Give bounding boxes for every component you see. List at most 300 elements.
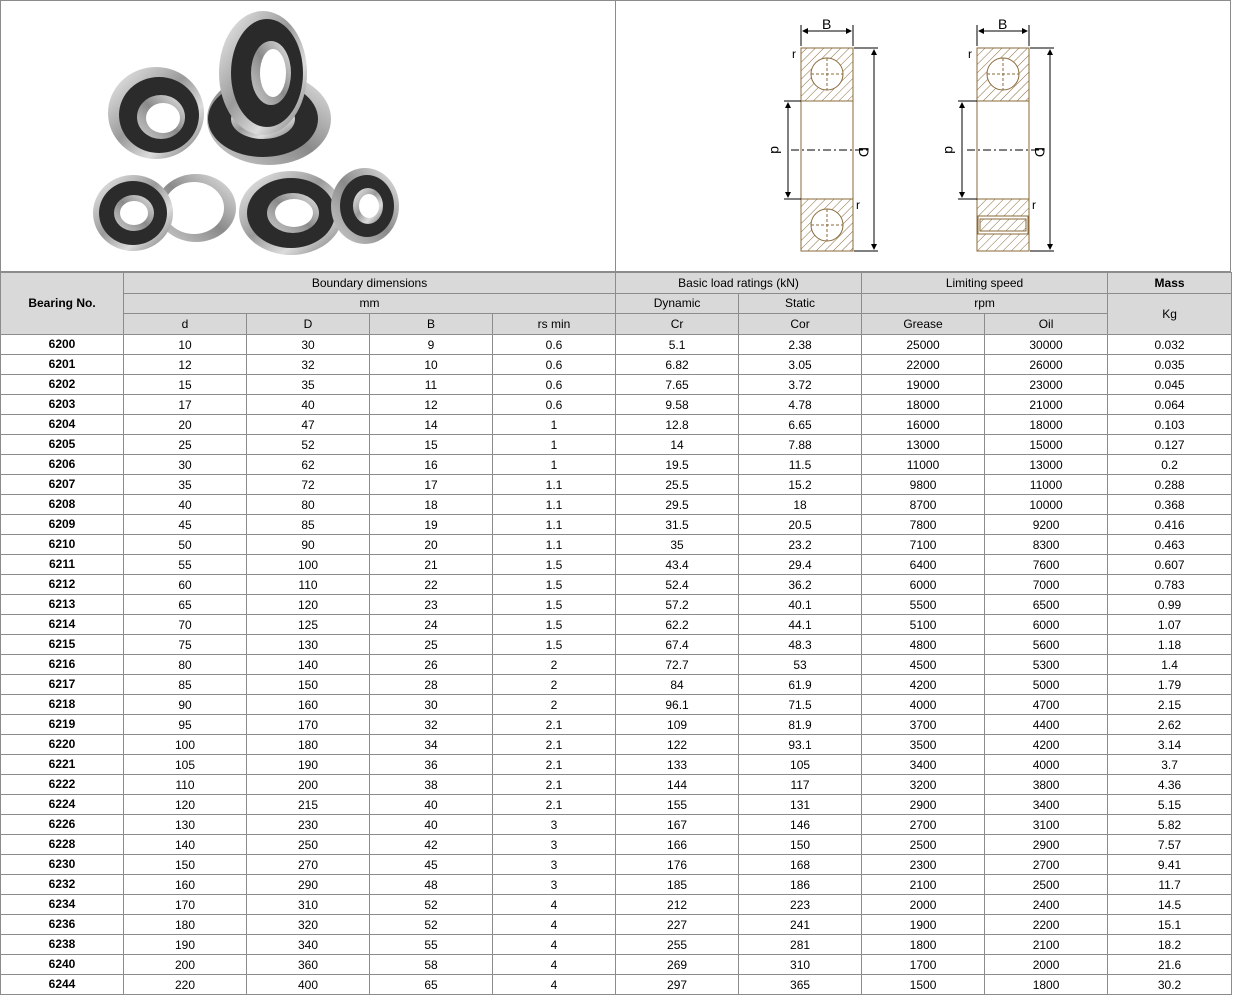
bearing-number-cell: 6238 (1, 934, 124, 954)
table-cell: 1.5 (493, 594, 616, 614)
bearing-number-cell: 6218 (1, 694, 124, 714)
table-cell: 15000 (985, 434, 1108, 454)
bearing-number-cell: 6213 (1, 594, 124, 614)
table-cell: 4 (493, 914, 616, 934)
table-cell: 18 (739, 494, 862, 514)
header-col-cor: Cor (739, 314, 862, 335)
table-cell: 18000 (985, 414, 1108, 434)
label-d-left: d (768, 146, 784, 154)
header-boundary-unit: mm (124, 293, 616, 314)
bearing-number-cell: 6212 (1, 574, 124, 594)
bearing-number-cell: 6219 (1, 714, 124, 734)
table-cell: 7000 (985, 574, 1108, 594)
table-row (1, 374, 1232, 394)
table-cell: 340 (247, 934, 370, 954)
table-cell: 0.035 (1108, 354, 1232, 374)
table-cell: 109 (616, 714, 739, 734)
table-row (1, 634, 1232, 654)
table-cell: 17 (124, 394, 247, 414)
table-cell: 6.82 (616, 354, 739, 374)
table-cell: 15.1 (1108, 914, 1232, 934)
table-cell: 5500 (862, 594, 985, 614)
table-cell: 2.15 (1108, 694, 1232, 714)
table-cell: 15 (370, 434, 493, 454)
table-cell: 4200 (985, 734, 1108, 754)
table-cell: 1800 (985, 974, 1108, 994)
table-cell: 0.6 (493, 334, 616, 354)
table-cell: 3800 (985, 774, 1108, 794)
table-cell: 53 (739, 654, 862, 674)
table-cell: 4 (493, 934, 616, 954)
table-cell: 85 (247, 514, 370, 534)
table-cell: 6400 (862, 554, 985, 574)
table-cell: 47 (247, 414, 370, 434)
table-cell: 9800 (862, 474, 985, 494)
label-B-left: B (822, 16, 832, 32)
table-cell: 0.99 (1108, 594, 1232, 614)
table-cell: 19000 (862, 374, 985, 394)
bearing-number-cell: 6240 (1, 954, 124, 974)
table-cell: 6000 (862, 574, 985, 594)
table-cell: 45 (124, 514, 247, 534)
table-cell: 11 (370, 374, 493, 394)
table-row (1, 734, 1232, 754)
bearing-number-cell: 6234 (1, 894, 124, 914)
table-row (1, 954, 1232, 974)
bearing-cross-section-drawing (616, 1, 1231, 271)
table-cell: 32 (247, 354, 370, 374)
table-cell: 166 (616, 834, 739, 854)
table-cell: 4 (493, 954, 616, 974)
table-cell: 5000 (985, 674, 1108, 694)
table-cell: 20.5 (739, 514, 862, 534)
table-cell: 130 (247, 634, 370, 654)
table-cell: 130 (124, 814, 247, 834)
table-cell: 3700 (862, 714, 985, 734)
table-cell: 4200 (862, 674, 985, 694)
header-bearing-no: Bearing No. (1, 273, 124, 335)
table-cell: 60 (124, 574, 247, 594)
table-cell: 81.9 (739, 714, 862, 734)
bearing-number-cell: 6224 (1, 794, 124, 814)
table-cell: 5600 (985, 634, 1108, 654)
header-speed-unit: rpm (862, 293, 1108, 314)
table-cell: 80 (247, 494, 370, 514)
table-cell: 186 (739, 874, 862, 894)
table-cell: 6500 (985, 594, 1108, 614)
table-cell: 95 (124, 714, 247, 734)
table-cell: 2700 (862, 814, 985, 834)
table-cell: 62 (247, 454, 370, 474)
table-cell: 22000 (862, 354, 985, 374)
table-cell: 365 (739, 974, 862, 994)
table-cell: 1 (493, 454, 616, 474)
table-cell: 90 (247, 534, 370, 554)
label-r-left-bottom: r (856, 198, 860, 212)
table-cell: 7.57 (1108, 834, 1232, 854)
label-r-right-top: r (968, 47, 972, 61)
table-cell: 125 (247, 614, 370, 634)
table-cell: 31.5 (616, 514, 739, 534)
table-cell: 105 (124, 754, 247, 774)
table-cell: 9.41 (1108, 854, 1232, 874)
table-cell: 310 (739, 954, 862, 974)
table-cell: 25 (124, 434, 247, 454)
table-cell: 10 (370, 354, 493, 374)
table-cell: 70 (124, 614, 247, 634)
table-row (1, 914, 1232, 934)
table-cell: 120 (124, 794, 247, 814)
table-cell: 14 (370, 414, 493, 434)
table-cell: 67.4 (616, 634, 739, 654)
table-cell: 45 (370, 854, 493, 874)
table-cell: 6000 (985, 614, 1108, 634)
table-cell: 30 (247, 334, 370, 354)
header-panel (0, 0, 1231, 272)
table-cell: 20 (370, 534, 493, 554)
bearing-number-cell: 6202 (1, 374, 124, 394)
table-row (1, 394, 1232, 414)
table-cell: 80 (124, 654, 247, 674)
bearing-number-cell: 6236 (1, 914, 124, 934)
table-cell: 90 (124, 694, 247, 714)
table-cell: 22 (370, 574, 493, 594)
table-row (1, 674, 1232, 694)
table-cell: 212 (616, 894, 739, 914)
table-cell: 0.103 (1108, 414, 1232, 434)
table-cell: 0.032 (1108, 334, 1232, 354)
table-cell: 290 (247, 874, 370, 894)
header-mass-unit: Kg (1108, 293, 1232, 334)
table-cell: 150 (124, 854, 247, 874)
header-dynamic: Dynamic (616, 293, 739, 314)
table-cell: 1.5 (493, 614, 616, 634)
table-cell: 1.18 (1108, 634, 1232, 654)
table-cell: 52 (370, 894, 493, 914)
table-cell: 48 (370, 874, 493, 894)
bearing-number-cell: 6244 (1, 974, 124, 994)
table-cell: 3400 (862, 754, 985, 774)
table-cell: 3 (493, 834, 616, 854)
table-cell: 35 (124, 474, 247, 494)
table-cell: 40 (247, 394, 370, 414)
header-static: Static (739, 293, 862, 314)
table-cell: 2.62 (1108, 714, 1232, 734)
table-cell: 52.4 (616, 574, 739, 594)
table-cell: 160 (124, 874, 247, 894)
table-cell: 58 (370, 954, 493, 974)
table-cell: 1 (493, 414, 616, 434)
table-cell: 2900 (862, 794, 985, 814)
bearing-number-cell: 6228 (1, 834, 124, 854)
table-cell: 150 (247, 674, 370, 694)
table-cell: 20 (124, 414, 247, 434)
table-cell: 2.38 (739, 334, 862, 354)
table-cell: 26 (370, 654, 493, 674)
table-cell: 140 (124, 834, 247, 854)
table-row (1, 754, 1232, 774)
bearing-number-cell: 6209 (1, 514, 124, 534)
table-cell: 3200 (862, 774, 985, 794)
table-cell: 146 (739, 814, 862, 834)
table-cell: 28 (370, 674, 493, 694)
table-cell: 40 (370, 794, 493, 814)
table-row (1, 794, 1232, 814)
table-cell: 48.3 (739, 634, 862, 654)
table-cell: 1800 (862, 934, 985, 954)
table-cell: 170 (124, 894, 247, 914)
table-cell: 65 (124, 594, 247, 614)
table-cell: 110 (247, 574, 370, 594)
table-cell: 190 (247, 754, 370, 774)
table-cell: 1.5 (493, 554, 616, 574)
table-row (1, 354, 1232, 374)
table-cell: 4.78 (739, 394, 862, 414)
table-cell: 400 (247, 974, 370, 994)
table-cell: 40.1 (739, 594, 862, 614)
table-cell: 105 (739, 754, 862, 774)
header-mass: Mass (1108, 273, 1232, 294)
table-cell: 2100 (862, 874, 985, 894)
table-cell: 32 (370, 714, 493, 734)
drawing-sealed-type (942, 16, 1054, 251)
table-cell: 2700 (985, 854, 1108, 874)
table-cell: 1700 (862, 954, 985, 974)
table-cell: 200 (124, 954, 247, 974)
bearing-number-cell: 6207 (1, 474, 124, 494)
table-cell: 0.368 (1108, 494, 1232, 514)
table-cell: 30.2 (1108, 974, 1232, 994)
table-cell: 2900 (985, 834, 1108, 854)
bearing-left (108, 67, 204, 159)
header-col-cr: Cr (616, 314, 739, 335)
table-cell: 0.463 (1108, 534, 1232, 554)
table-cell: 18.2 (1108, 934, 1232, 954)
table-cell: 52 (370, 914, 493, 934)
table-cell: 12 (124, 354, 247, 374)
table-cell: 55 (124, 554, 247, 574)
table-cell: 14 (616, 434, 739, 454)
table-cell: 11.7 (1108, 874, 1232, 894)
table-cell: 29.4 (739, 554, 862, 574)
table-cell: 75 (124, 634, 247, 654)
table-cell: 160 (247, 694, 370, 714)
table-cell: 7.65 (616, 374, 739, 394)
table-cell: 2000 (862, 894, 985, 914)
bearing-upright (219, 11, 307, 135)
table-cell: 36 (370, 754, 493, 774)
table-cell: 168 (739, 854, 862, 874)
table-cell: 12.8 (616, 414, 739, 434)
table-cell: 55 (370, 934, 493, 954)
table-cell: 3.05 (739, 354, 862, 374)
table-cell: 30 (370, 694, 493, 714)
table-cell: 84 (616, 674, 739, 694)
table-cell: 0.2 (1108, 454, 1232, 474)
table-cell: 38 (370, 774, 493, 794)
table-cell: 19.5 (616, 454, 739, 474)
table-cell: 360 (247, 954, 370, 974)
header-col-B: B (370, 314, 493, 335)
table-cell: 23000 (985, 374, 1108, 394)
label-D-left: D (856, 147, 872, 158)
table-cell: 1.1 (493, 514, 616, 534)
table-cell: 26000 (985, 354, 1108, 374)
table-cell: 3 (493, 814, 616, 834)
table-cell: 21 (370, 554, 493, 574)
table-cell: 7.88 (739, 434, 862, 454)
header-load-ratings: Basic load ratings (kN) (616, 273, 862, 294)
table-row (1, 854, 1232, 874)
table-row (1, 654, 1232, 674)
table-cell: 50 (124, 534, 247, 554)
table-cell: 93.1 (739, 734, 862, 754)
table-cell: 10 (124, 334, 247, 354)
table-cell: 255 (616, 934, 739, 954)
table-cell: 1.1 (493, 474, 616, 494)
table-cell: 227 (616, 914, 739, 934)
table-cell: 1.1 (493, 534, 616, 554)
table-row (1, 614, 1232, 634)
table-row (1, 694, 1232, 714)
table-cell: 44.1 (739, 614, 862, 634)
bearing-number-cell: 6215 (1, 634, 124, 654)
table-cell: 9200 (985, 514, 1108, 534)
table-cell: 2200 (985, 914, 1108, 934)
table-cell: 320 (247, 914, 370, 934)
table-cell: 2100 (985, 934, 1108, 954)
header-col-oil: Oil (985, 314, 1108, 335)
table-cell: 4 (493, 974, 616, 994)
table-cell: 310 (247, 894, 370, 914)
table-cell: 170 (247, 714, 370, 734)
table-cell: 57.2 (616, 594, 739, 614)
table-cell: 8300 (985, 534, 1108, 554)
table-cell: 65 (370, 974, 493, 994)
table-cell: 43.4 (616, 554, 739, 574)
table-cell: 18000 (862, 394, 985, 414)
table-cell: 5.15 (1108, 794, 1232, 814)
table-cell: 0.045 (1108, 374, 1232, 394)
table-cell: 270 (247, 854, 370, 874)
table-cell: 7100 (862, 534, 985, 554)
table-cell: 1.07 (1108, 614, 1232, 634)
table-cell: 220 (124, 974, 247, 994)
bearing-bottom-right (239, 168, 399, 255)
bearing-number-cell: 6216 (1, 654, 124, 674)
table-cell: 117 (739, 774, 862, 794)
table-cell: 71.5 (739, 694, 862, 714)
table-cell: 13000 (862, 434, 985, 454)
table-cell: 140 (247, 654, 370, 674)
table-cell: 176 (616, 854, 739, 874)
table-cell: 23.2 (739, 534, 862, 554)
table-cell: 3.7 (1108, 754, 1232, 774)
table-cell: 241 (739, 914, 862, 934)
table-row (1, 534, 1232, 554)
table-cell: 35 (247, 374, 370, 394)
table-cell: 3100 (985, 814, 1108, 834)
table-cell: 1.1 (493, 494, 616, 514)
table-cell: 131 (739, 794, 862, 814)
table-cell: 2.1 (493, 714, 616, 734)
table-cell: 110 (124, 774, 247, 794)
table-row (1, 454, 1232, 474)
table-body (1, 334, 1232, 994)
table-cell: 40 (124, 494, 247, 514)
label-B-right: B (998, 16, 1008, 32)
table-cell: 18 (370, 494, 493, 514)
table-cell: 4700 (985, 694, 1108, 714)
table-cell: 0.6 (493, 374, 616, 394)
table-cell: 16000 (862, 414, 985, 434)
table-row (1, 894, 1232, 914)
table-cell: 2 (493, 694, 616, 714)
table-cell: 62.2 (616, 614, 739, 634)
table-cell: 25000 (862, 334, 985, 354)
table-cell: 2300 (862, 854, 985, 874)
table-row (1, 974, 1232, 994)
bearing-number-cell: 6206 (1, 454, 124, 474)
bearing-number-cell: 6200 (1, 334, 124, 354)
table-cell: 281 (739, 934, 862, 954)
table-cell: 223 (739, 894, 862, 914)
table-cell: 42 (370, 834, 493, 854)
bearing-spec-table (0, 272, 1232, 995)
table-cell: 3.14 (1108, 734, 1232, 754)
table-cell: 13000 (985, 454, 1108, 474)
table-cell: 4 (493, 894, 616, 914)
table-cell: 17 (370, 474, 493, 494)
table-cell: 215 (247, 794, 370, 814)
table-cell: 133 (616, 754, 739, 774)
table-cell: 7800 (862, 514, 985, 534)
table-cell: 120 (247, 594, 370, 614)
table-cell: 11000 (985, 474, 1108, 494)
table-cell: 2.1 (493, 794, 616, 814)
table-row (1, 494, 1232, 514)
table-cell: 7600 (985, 554, 1108, 574)
table-row (1, 574, 1232, 594)
table-row (1, 814, 1232, 834)
header-col-grease: Grease (862, 314, 985, 335)
table-cell: 4800 (862, 634, 985, 654)
table-cell: 30 (124, 454, 247, 474)
table-row (1, 594, 1232, 614)
table-cell: 3 (493, 874, 616, 894)
table-cell: 1 (493, 434, 616, 454)
bearing-number-cell: 6205 (1, 434, 124, 454)
table-cell: 16 (370, 454, 493, 474)
table-cell: 0.6 (493, 354, 616, 374)
table-row (1, 334, 1232, 354)
table-cell: 36.2 (739, 574, 862, 594)
table-row (1, 414, 1232, 434)
table-cell: 21.6 (1108, 954, 1232, 974)
table-cell: 0.064 (1108, 394, 1232, 414)
table-cell: 0.288 (1108, 474, 1232, 494)
table-row (1, 714, 1232, 734)
table-cell: 4000 (862, 694, 985, 714)
table-cell: 0.6 (493, 394, 616, 414)
table-cell: 167 (616, 814, 739, 834)
header-col-rs: rs min (493, 314, 616, 335)
table-row (1, 834, 1232, 854)
table-cell: 2500 (862, 834, 985, 854)
table-cell: 25.5 (616, 474, 739, 494)
bearing-number-cell: 6204 (1, 414, 124, 434)
table-row (1, 874, 1232, 894)
